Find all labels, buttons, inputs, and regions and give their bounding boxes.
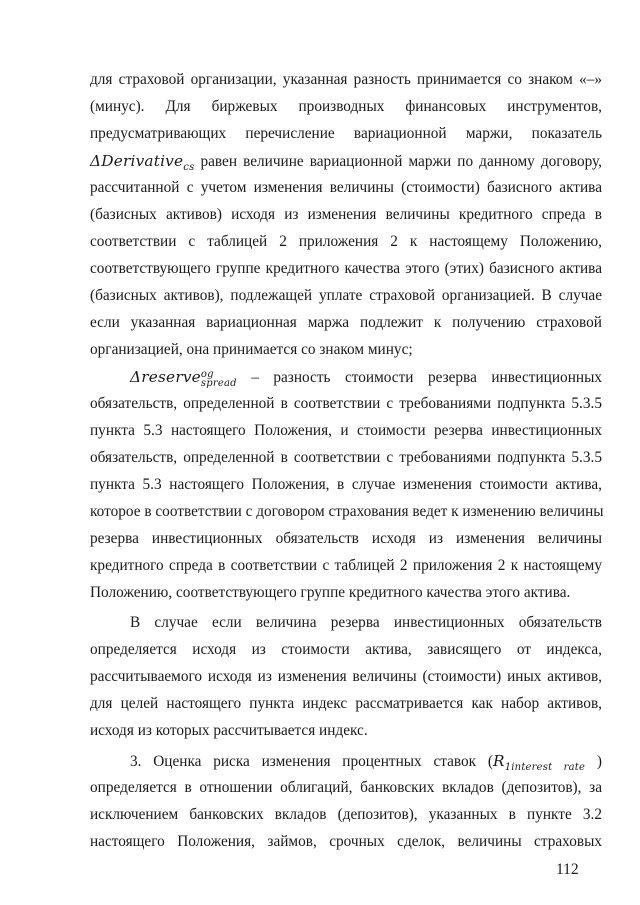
text-line: если указанная вариационная маржа подлежит к получению страховой <box>90 314 602 331</box>
text-line: организацией, она принимается со знаком минус; <box>90 341 413 358</box>
text-line: которое в соответствии с договором страхования ведет к изменению величины <box>90 503 604 520</box>
text-fragment: равен величине вариационной маржи по данному договору, <box>194 153 602 170</box>
text-line: исключением банковских вкладов (депозитов), указанных в пункте 3.2 <box>90 806 602 823</box>
text-line: рассчитанной с учетом изменения величины (стоимости) базисного актива <box>90 179 602 196</box>
text-line: предусматривающих перечисление вариационной маржи, показатель <box>90 125 602 142</box>
text-line: настоящего Положения, займов, срочных сделок, величины страховых <box>90 833 602 850</box>
text-line: кредитного спреда в соответствии с таблицей 2 приложения 2 к настоящему <box>90 557 602 574</box>
text-line: соответствии с таблицей 2 приложения 2 к настоящему Положению, <box>90 233 602 250</box>
text-line: обязательств, определенной в соответствии с требованиями подпункта 5.3.5 <box>90 449 602 466</box>
text-line-with-formula <box>130 367 602 388</box>
text-line: исходя из которых рассчитывается индекс. <box>90 722 368 739</box>
text-line-with-formula <box>130 751 602 778</box>
text-line: определяется в отношении облигаций, банковских вкладов (депозитов), за <box>90 779 602 796</box>
text-line: (базисных активов) исходя из изменения величины кредитного спреда в <box>90 206 602 223</box>
text-fragment: 3. Оценка риска изменения процентных ставок ( <box>130 753 493 770</box>
page-number: 112 <box>556 861 579 878</box>
text-line: соответствующего группе кредитного качества этого (этих) базисного актива <box>90 260 602 277</box>
text-line: пункта 5.3 настоящего Положения, в случае изменения стоимости актива, <box>90 476 602 493</box>
text-line: рассчитываемого исходя из изменения величины (стоимости) иных активов, <box>90 668 602 685</box>
text-fragment: – разность стоимости резерва инвестиционных <box>236 369 602 386</box>
text-fragment: ) <box>585 753 602 770</box>
text-line-with-formula <box>90 151 602 178</box>
text-line: резерва инвестиционных обязательств исходя из изменения величины <box>90 530 602 547</box>
text-line: определяется исходя из стоимости актива, зависящего от индекса, <box>90 641 602 658</box>
reserve-formula: Δreserve og spread <box>130 368 237 389</box>
derivative-formula: ΔDerivative$_{cs}$ <box>90 152 195 174</box>
text-line: В случае если величина резерва инвестиционных обязательств <box>130 614 602 631</box>
text-line: Положению, соответствующего группе кредитного качества этого актива. <box>90 584 571 601</box>
text-line: (базисных активов), подлежащей уплате страховой организацией. В случае <box>90 287 602 304</box>
interest-rate-formula: $R_{1interest rate}$ <box>493 752 586 774</box>
text-line: для страховой организации, указанная разность принимается со знаком «–» <box>90 71 602 88</box>
text-line: пункта 5.3 настоящего Положения, и стоимости резерва инвестиционных <box>90 422 602 439</box>
text-line: (минус). Для биржевых производных финансовых инструментов, <box>90 98 602 115</box>
text-line: для целей настоящего пункта индекс рассматривается как набор активов, <box>90 695 602 712</box>
text-line: обязательств, определенной в соответствии с требованиями подпункта 5.3.5 <box>90 395 602 412</box>
